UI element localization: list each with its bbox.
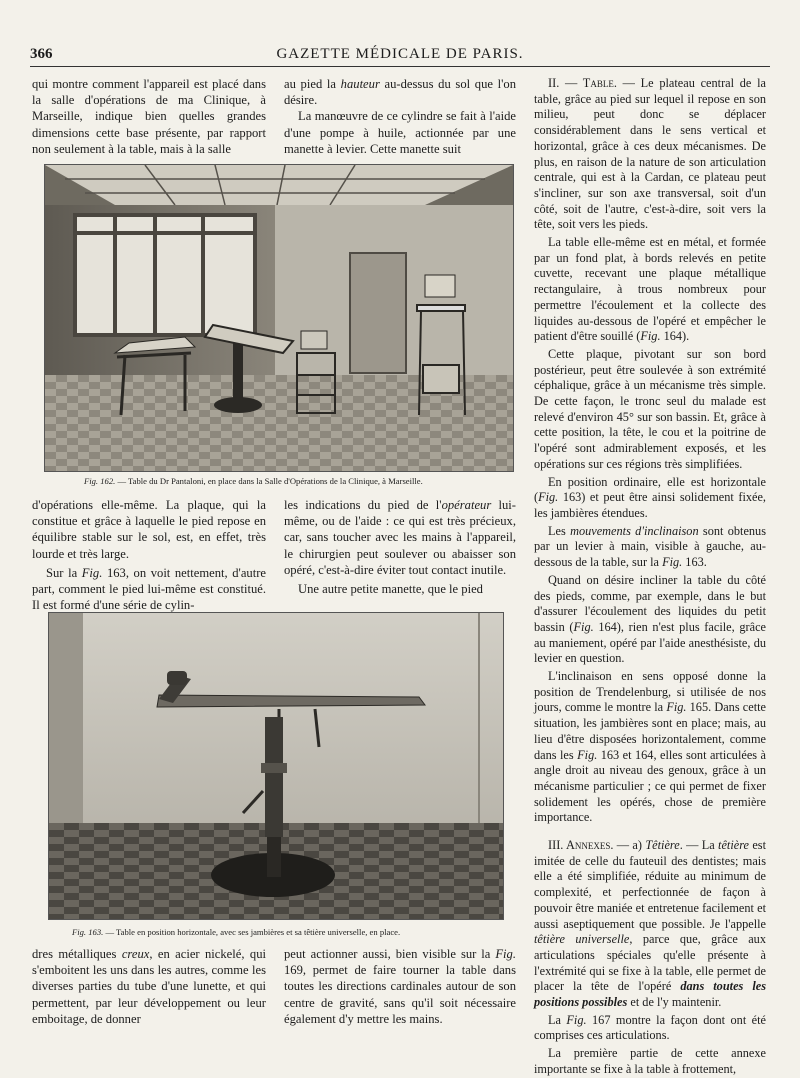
section-heading: II. — Table.: [548, 76, 617, 90]
paragraph: au pied la hauteur au-dessus du sol que l'on désire.: [284, 77, 517, 108]
figure-163-operating-table-photo: [48, 612, 504, 920]
col1-mid-text: [32, 497, 266, 613]
paragraph: Quand on désire incliner la table du côté des pieds, comme, par exemple, dans le but d'assurer l'écoulement des liquides du petit bassin (Fig. 164), rien n'est plus facile, grâce au maniement, opéré par l'aide anesthésiste, du levier en question.: [534, 572, 766, 666]
paragraph: peut actionner aussi, bien visible sur la Fig. 169, permet de faire tourner la table dans toutes les directions cardinales autour de son centre de gravité, sans qu'il soit nécessaire également d'y mettre les mains.: [284, 947, 516, 1026]
operating-table-illustration: [49, 613, 503, 919]
col1-top-text: [32, 76, 266, 157]
figure-label: Fig. 162.: [84, 476, 116, 486]
section-heading: III. Annexes.: [548, 838, 614, 853]
paragraph: les indications du pied de l'opérateur lui-même, ou de l'aide : ce qui est très précieux, car, sans toucher avec les mains à l'appareil, le chirurgien peut soulever ou abaisser son opéré, c'est-à-dire éviter tout contact inutile.: [284, 498, 516, 577]
figure-162-operating-room-photo: [44, 164, 514, 472]
section-3: III. Annexes. — a) Têtière. — La têtière est imitée de celle du fauteuil des dentistes; mais elle a été simplifiée, réduite au minimum de complexité, et perfectionnée de façon à pouvoir être maniée et entretenue facilement et aussi aseptiquement que possible. Je l'appelle têtière universelle, parce que, grâce aux articulations spéciales qu'elle présente à l'extrémité qui se fixe à la table, elle permet de placer la tête de l'opéré dans toutes les positions possibles et de l'y maintenir.: [534, 838, 766, 1010]
page-number: 366: [30, 46, 53, 62]
paragraph: Sur la Fig. 163, on voit nettement, d'autre part, comment le pied lui-même est constitué. Il est formé d'une série de cylin-: [32, 565, 266, 613]
caption-text: — Table en position horizontale, avec ses jambières et sa têtière universelle, en place.: [105, 927, 401, 937]
paragraph: En position ordinaire, elle est horizontale (Fig. 163) et peut être ainsi solidement fixée, les jambières étendues.: [534, 474, 766, 520]
journal-title: GAZETTE MÉDICALE DE PARIS.: [276, 46, 524, 62]
page-header: [30, 44, 770, 67]
col2-mid-text: [284, 497, 516, 597]
figure-162-caption: [84, 476, 423, 487]
paragraph: d'opérations elle-même. La plaque, qui la constitue et grâce à laquelle le pied repose en équilibre stable sur le sol, est, en effet, très lourde et très large.: [32, 498, 266, 561]
paragraph: Cette plaque, pivotant sur son bord postérieur, peut être soulevée à son extrémité céphalique, grâce à un mécanisme très simple. De cette façon, le tronc seul du malade est relevé d'environ 45° sur son bassin. Et, grâce à cette position, la tête, le cou et la poitrine de l'opéré sont admirablement exposés, et les opérations sur ces régions très simplifiées.: [534, 346, 766, 471]
section-2: II. — Table. — Le plateau central de la table, grâce au pied sur lequel il repose en son milieu, peut donc se déplacer considérablement dans le sens vertical et horizontal, grâce à ces deux mécanismes. De plus, en raison de la nature de son articulation centrale, qui est à la Cardan, ce plateau peut s'incliner, sur son axe transversal, soit d'un côté, soit de l'autre, c'est-à-dire, soit vers la tête, soit vers les pieds.: [534, 76, 766, 232]
paragraph: qui montre comment l'appareil est placé dans la salle d'opérations de ma Clinique, à Marseille, indique bien quelles grandes dimensions cette base présente, par rapport non seulement à la table, mais à la salle: [32, 77, 266, 156]
col2-bottom-text: [284, 946, 516, 1027]
col3-text: [534, 76, 766, 1078]
figure-label: Fig. 163.: [72, 927, 104, 937]
col2-top-text: [284, 76, 516, 157]
paragraph: L'inclinaison en sens opposé donne la position de Trendelenburg, si utilisée de nos jours, comme le montre la Fig. 165. Dans cette situation, les jambières sont en place; mais, au lieu d'être disposées horizontalement, comme dans les Fig. 163 et 164, elles sont articulées à angle droit au niveau des genoux, grâce à un mécanisme particulier ; ce qui permet de fixer solidement les opérés, chose de première importance.: [534, 669, 766, 825]
figure-163-caption: [72, 927, 400, 938]
paragraph: La Fig. 167 montre la façon dont ont été comprises ces articulations.: [534, 1012, 767, 1043]
caption-text: — Table du Dr Pantaloni, en place dans la Salle d'Opérations de la Clinique, à Marseille.: [117, 476, 423, 486]
operating-room-illustration: [45, 165, 513, 471]
paragraph: La manœuvre de ce cylindre se fait à l'aide d'une pompe à huile, actionnée par une manette à levier. Cette manette suit: [284, 109, 516, 156]
col1-bottom-text: [32, 946, 266, 1027]
paragraph: La première partie de cette annexe importante se fixe à la table à frottement,: [534, 1046, 766, 1076]
paragraph: La table elle-même est en métal, et formée par un fond plat, à bords relevés en petite cuvette, recevant une plaque métallique rectangulaire, à trous nombreux pour permettre l'écoulement et la collecte des liquides au-dessous de l'opéré et empêcher le patient d'être souillé (Fig. 164).: [534, 235, 766, 344]
paragraph: Les mouvements d'inclinaison sont obtenus par un levier à main, visible à gauche, au-dessous de la table, sur la Fig. 163.: [534, 523, 766, 570]
paragraph: Une autre petite manette, que le pied: [298, 582, 483, 597]
paragraph: dres métalliques creux, en acier nickelé, qui s'emboitent les uns dans les autres, comme les diverses parties du tube d'une lunette, et qui permettent, par leur développement ou leur emboitage, de donner: [32, 947, 266, 1026]
